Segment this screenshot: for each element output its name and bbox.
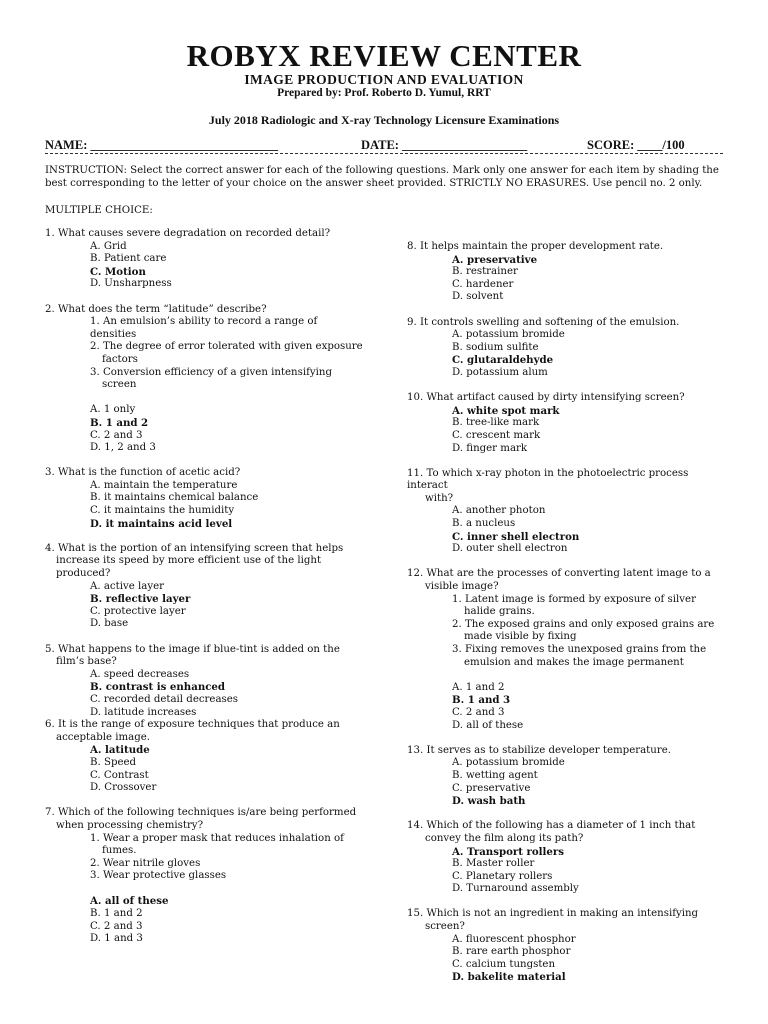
option: A. 1 only [90,404,136,416]
name-field: NAME: ______________________________ [45,138,278,152]
statement: 3. Conversion efficiency of a given intensifying [90,366,332,378]
answer-option: D. bakelite material [452,971,566,984]
statement: 3. Wear protective glasses [90,870,227,882]
option: D. 1 and 3 [90,933,143,945]
question-cont: increase its speed by more efficient use of the light [56,555,322,567]
option: D. Crossover [90,782,157,794]
answer-option: A. latitude [90,744,150,757]
statement-cont: fumes. [102,845,137,857]
option: C. Contrast [90,769,149,781]
option: D. latitude increases [90,706,197,718]
option: D. outer shell electron [452,543,568,555]
option: D. Turnaround assembly [452,883,579,895]
option: A. active layer [90,580,164,592]
prepared-by: Prepared by: Prof. Roberto D. Yumul, RRT [277,87,491,99]
option: B. Speed [90,756,137,768]
statement: 3. Fixing removes the unexposed grains from the [452,644,707,655]
question-1: 1. What causes severe degradation on recorded detail? [45,228,331,239]
option: D. base [90,618,129,630]
statement-cont: factors [102,353,138,365]
answer-option: B. contrast is enhanced [90,681,226,694]
question-13: 13. It serves as to stabilize developer temperature. [407,744,671,756]
question-cont: when processing chemistry? [56,819,204,831]
score-field: SCORE: ____/100 [587,138,685,152]
question-12: 12. What are the processes of converting latent image to a [407,568,711,580]
option: C. calcium tungsten [452,958,556,970]
statement: 2. The degree of error tolerated with given exposure [90,341,363,353]
page-title: ROBYX REVIEW CENTER [186,38,582,73]
statement: 1. Latent image is formed by exposure of silver [452,593,696,605]
option: C. preservative [452,782,531,794]
option: A. maintain the temperature [90,479,238,491]
answer-option: B. 1 and 3 [452,694,511,707]
option: A. Grid [90,240,127,252]
option: B. wetting agent [452,769,538,781]
question-cont: acceptable image. [56,731,151,743]
statement: 1. Wear a proper mask that reduces inhalation of [90,832,344,844]
option: C. recorded detail decreases [90,693,239,705]
option: D. finger mark [452,442,528,454]
option: C. Planetary rollers [452,870,553,882]
document-subtitle: IMAGE PRODUCTION AND EVALUATION [244,72,524,87]
question-15: 15. Which is not an ingredient in making an intensifying [407,908,699,920]
answer-option: A. white spot mark [452,404,560,417]
question-cont: visible image? [425,581,499,593]
question-3: 3. What is the function of acetic acid? [45,467,241,479]
option: A. fluorescent phosphor [452,933,576,945]
question-9: 9. It controls swelling and softening of the emulsion. [407,316,680,328]
answer-option: B. 1 and 2 [90,416,149,429]
option: D. potassium alum [452,366,548,378]
option: A. 1 and 2 [452,681,505,693]
option: A. potassium bromide [452,757,565,769]
option: D. all of these [452,719,524,731]
exam-title: July 2018 Radiologic and X-ray Technology Licensure Examinations [208,113,560,127]
date-field: DATE: ____________________ [361,138,528,152]
option: D. Unsharpness [90,278,172,290]
statement: 1. An emulsion’s ability to record a range of densities [90,316,318,340]
question-cont: with? [425,492,454,504]
question-2: 2. What does the term “latitude” describe? [45,303,267,315]
question-5: 5. What happens to the image if blue-tint is added on the [45,643,340,655]
option: D. 1, 2 and 3 [90,442,156,454]
option: C. 2 and 3 [452,706,505,718]
statement-cont: screen [102,379,137,391]
answer-option: D. wash bath [452,795,526,808]
option: C. crescent mark [452,429,541,441]
question-10: 10. What artifact caused by dirty intensifying screen? [407,392,685,404]
question-cont: film’s base? [56,656,117,668]
statement-cont: emulsion and makes the image permanent [464,656,684,668]
question-4: 4. What is the portion of an intensifying screen that helps [45,542,344,554]
left-column [45,228,365,946]
question-7: 7. Which of the following techniques is/are being performed [45,807,357,819]
option: B. it maintains chemical balance [90,492,259,504]
option: B. restrainer [452,266,518,278]
question-cont: screen? [425,921,465,933]
option: C. 2 and 3 [90,920,143,932]
option: C. it maintains the humidity [90,505,235,517]
option: A. another photon [452,505,546,517]
option: C. hardener [452,278,514,290]
option: B. rare earth phosphor [452,946,571,958]
answer-option: C. inner shell electron [452,530,580,543]
option: B. sodium sulfite [452,341,539,353]
option: B. a nucleus [452,518,516,530]
answer-option: C. glutaraldehyde [452,354,554,367]
answer-option: B. reflective layer [90,593,191,606]
statement-cont: made visible by fixing [464,631,577,643]
section-heading: MULTIPLE CHOICE: [45,205,153,216]
statement: 2. Wear nitrile gloves [90,857,201,869]
statement-cont: halide grains. [464,606,535,618]
option: A. potassium bromide [452,329,565,341]
question-8: 8. It helps maintain the proper development rate. [407,241,664,252]
option: B. Patient care [90,253,167,265]
option: B. Master roller [452,858,535,870]
question-6: 6. It is the range of exposure techniques that produce an [45,719,340,731]
instruction-text: INSTRUCTION: Select the correct answer for each of the following questions. Mark only one answer for each item by shading the best corresponding to the letter of your choice on the answer sheet provided. STRICTLY NO ERASURES. Use pencil no. 2 only. [45,165,719,189]
statement: 2. The exposed grains and only exposed grains are [452,618,715,630]
option: B. tree-like mark [452,417,540,429]
answer-option: C. Motion [90,265,146,278]
answer-option: D. it maintains acid level [90,517,233,530]
question-11: 11. To which x-ray photon in the photoelectric process interact [407,467,689,492]
option: A. speed decreases [90,668,190,680]
question-14: 14. Which of the following has a diameter of 1 inch that [407,820,696,832]
answer-option: A. Transport rollers [452,845,564,858]
option: C. 2 and 3 [90,429,143,441]
option: C. protective layer [90,605,186,617]
question-cont: convey the film along its path? [425,832,584,844]
question-cont: produced? [56,568,111,580]
divider [45,153,723,154]
right-column [407,241,732,984]
option: D. solvent [452,291,504,303]
option: B. 1 and 2 [90,908,143,920]
answer-option: A. all of these [90,895,169,908]
answer-option: A. preservative [452,253,538,266]
